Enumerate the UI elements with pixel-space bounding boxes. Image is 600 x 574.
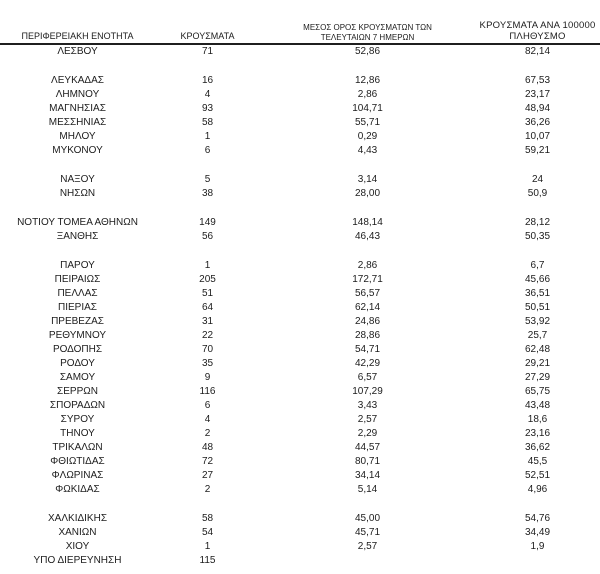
cases-cell: 54 <box>201 527 214 538</box>
table-row <box>0 343 600 357</box>
cases-cell: 205 <box>199 274 216 285</box>
table-row <box>0 301 600 315</box>
per100k-cell: 24 <box>531 174 544 185</box>
avg7-cell: 34,14 <box>354 470 381 481</box>
avg7-cell: 28,86 <box>354 330 381 341</box>
table-row <box>0 455 600 469</box>
table-row <box>0 512 600 526</box>
cases-cell: 116 <box>199 386 216 397</box>
table-row <box>0 187 600 201</box>
per100k-cell: 10,07 <box>524 131 551 142</box>
region-cell: ΡΟΔΟΥ <box>60 358 95 369</box>
region-cell: ΝΟΤΙΟΥ ΤΟΜΕΑ ΑΘΗΝΩΝ <box>17 217 138 228</box>
header-avg7-line1: ΜΕΣΟΣ ΟΡΟΣ ΚΡΟΥΣΜΑΤΩΝ ΤΩΝ <box>303 23 432 33</box>
region-cell: ΣΥΡΟΥ <box>60 414 95 425</box>
section-spacer <box>0 158 600 173</box>
avg7-cell: 2,57 <box>357 414 378 425</box>
region-cell: ΛΗΜΝΟΥ <box>55 89 100 100</box>
header-region <box>0 31 155 42</box>
region-cell: ΠΑΡΟΥ <box>60 260 95 271</box>
cases-cell: 6 <box>204 145 211 156</box>
cases-cell: 2 <box>204 428 211 439</box>
section-spacer <box>0 497 600 512</box>
region-cell: ΠΕΛΛΑΣ <box>57 288 98 299</box>
region-cell: ΥΠΟ ΔΙΕΡΕΥΝΗΣΗ <box>33 555 122 566</box>
table-row <box>0 144 600 158</box>
cases-cell: 22 <box>201 330 214 341</box>
table-row <box>0 315 600 329</box>
header-region-label: ΠΕΡΙΦΕΡΕΙΑΚΗ ΕΝΟΤΗΤΑ <box>21 31 134 42</box>
table-row <box>0 371 600 385</box>
avg7-cell: 28,00 <box>354 188 381 199</box>
avg7-cell: 45,00 <box>354 513 381 524</box>
cases-cell: 93 <box>201 103 214 114</box>
avg7-cell: 45,71 <box>354 527 381 538</box>
region-cell: ΧΑΝΙΩΝ <box>58 527 97 538</box>
per100k-cell: 45,5 <box>527 456 548 467</box>
avg7-cell: 52,86 <box>354 46 381 57</box>
region-cell: ΦΘΙΩΤΙΔΑΣ <box>50 456 105 467</box>
region-cell: ΦΩΚΙΔΑΣ <box>55 484 100 495</box>
cases-cell: 31 <box>201 316 214 327</box>
per100k-cell: 23,17 <box>524 89 551 100</box>
region-cell: ΠΙΕΡΙΑΣ <box>58 302 97 313</box>
avg7-cell: 56,57 <box>354 288 381 299</box>
avg7-cell: 5,14 <box>357 484 378 495</box>
avg7-cell: 2,86 <box>357 89 378 100</box>
header-per100k-line2: ΠΛΗΘΥΣΜΟ <box>509 30 566 42</box>
header-avg7-line2: ΤΕΛΕΥΤΑΙΩΝ 7 ΗΜΕΡΩΝ <box>320 32 415 42</box>
per100k-cell: 50,35 <box>524 231 551 242</box>
region-cell: ΤΗΝΟΥ <box>60 428 95 439</box>
per100k-cell: 28,12 <box>524 217 551 228</box>
per100k-cell: 1,9 <box>530 541 545 552</box>
per100k-cell: 43,48 <box>524 400 551 411</box>
region-cell: ΤΡΙΚΑΛΩΝ <box>52 442 103 453</box>
avg7-cell <box>260 554 475 568</box>
avg7-cell: 148,14 <box>352 217 383 228</box>
per100k-cell: 50,51 <box>524 302 551 313</box>
cases-cell: 16 <box>201 75 214 86</box>
avg7-cell: 2,57 <box>357 541 378 552</box>
table-header <box>0 0 600 43</box>
cases-cell: 70 <box>201 344 214 355</box>
per100k-cell: 82,14 <box>524 46 551 57</box>
region-cell: ΠΕΙΡΑΙΩΣ <box>54 274 101 285</box>
region-cell: ΡΟΔΟΠΗΣ <box>52 344 103 355</box>
cases-cell: 27 <box>201 470 214 481</box>
avg7-cell: 107,29 <box>352 386 383 397</box>
region-cell: ΣΑΜΟΥ <box>59 372 96 383</box>
avg7-cell: 172,71 <box>352 274 383 285</box>
table-row <box>0 102 600 116</box>
avg7-cell: 80,71 <box>354 456 381 467</box>
avg7-cell: 46,43 <box>354 231 381 242</box>
region-cell: ΜΥΚΟΝΟΥ <box>52 145 103 156</box>
per100k-cell: 65,75 <box>524 386 551 397</box>
region-cell: ΜΕΣΣΗΝΙΑΣ <box>48 117 107 128</box>
per100k-cell: 36,62 <box>524 442 551 453</box>
table-row <box>0 357 600 371</box>
table-row <box>0 230 600 244</box>
cases-cell: 2 <box>204 484 211 495</box>
avg7-cell: 24,86 <box>354 316 381 327</box>
avg7-cell: 12,86 <box>354 75 381 86</box>
table-row <box>0 413 600 427</box>
per100k-cell: 36,51 <box>524 288 551 299</box>
cases-cell: 1 <box>204 260 211 271</box>
table-row <box>0 273 600 287</box>
section-spacer <box>0 59 600 74</box>
region-cell: ΣΠΟΡΑΔΩΝ <box>49 400 106 411</box>
table-row <box>0 216 600 230</box>
cases-cell: 58 <box>201 117 214 128</box>
section-spacer <box>0 201 600 216</box>
region-cell: ΦΛΩΡΙΝΑΣ <box>51 470 104 481</box>
table-row <box>0 526 600 540</box>
header-cases-label: ΚΡΟΥΣΜΑΤΑ <box>180 31 235 42</box>
table-row <box>0 45 600 59</box>
avg7-cell: 62,14 <box>354 302 381 313</box>
header-per100k <box>475 20 600 42</box>
region-cell: ΞΑΝΘΗΣ <box>56 231 99 242</box>
table-row <box>0 399 600 413</box>
avg7-cell: 42,29 <box>354 358 381 369</box>
cases-cell: 5 <box>204 174 211 185</box>
per100k-cell: 50,9 <box>527 188 548 199</box>
cases-cell: 149 <box>199 217 216 228</box>
cases-cell: 51 <box>201 288 214 299</box>
table-row <box>0 483 600 497</box>
region-cell: ΛΕΣΒΟΥ <box>57 46 98 57</box>
header-cases <box>155 31 260 42</box>
per100k-cell: 25,7 <box>527 330 548 341</box>
table-row <box>0 554 600 568</box>
table-row <box>0 441 600 455</box>
per100k-cell: 45,66 <box>524 274 551 285</box>
per100k-cell: 59,21 <box>524 145 551 156</box>
avg7-cell: 3,43 <box>357 400 378 411</box>
cases-cell: 71 <box>201 46 214 57</box>
cases-cell: 35 <box>201 358 214 369</box>
table-row <box>0 88 600 102</box>
table-row <box>0 74 600 88</box>
cases-cell: 115 <box>199 555 216 566</box>
cases-cell: 6 <box>204 400 211 411</box>
region-cell: ΜΑΓΝΗΣΙΑΣ <box>49 103 106 114</box>
per100k-cell: 53,92 <box>524 316 551 327</box>
table-row <box>0 130 600 144</box>
avg7-cell: 3,14 <box>357 174 378 185</box>
per100k-cell: 62,48 <box>524 344 551 355</box>
region-cell: ΜΗΛΟΥ <box>59 131 96 142</box>
table-row <box>0 427 600 441</box>
cases-cell: 48 <box>201 442 214 453</box>
per100k-cell: 48,94 <box>524 103 551 114</box>
avg7-cell: 54,71 <box>354 344 381 355</box>
table-row <box>0 385 600 399</box>
avg7-cell: 0,29 <box>357 131 378 142</box>
avg7-cell: 55,71 <box>354 117 381 128</box>
cases-cell: 1 <box>204 541 211 552</box>
avg7-cell: 104,71 <box>352 103 383 114</box>
avg7-cell: 2,29 <box>357 428 378 439</box>
region-cell: ΧΑΛΚΙΔΙΚΗΣ <box>48 513 107 524</box>
header-per100k-line1: ΚΡΟΥΣΜΑΤΑ ΑΝΑ 100000 <box>479 19 596 31</box>
table-row <box>0 540 600 554</box>
region-cell: ΝΑΞΟΥ <box>60 174 95 185</box>
table-row <box>0 469 600 483</box>
per100k-cell: 29,21 <box>524 358 551 369</box>
avg7-cell: 2,86 <box>357 260 378 271</box>
per100k-cell: 36,26 <box>524 117 551 128</box>
avg7-cell: 6,57 <box>357 372 378 383</box>
region-cell: ΡΕΘΥΜΝΟΥ <box>48 330 107 341</box>
region-cell: ΛΕΥΚΑΔΑΣ <box>51 75 104 86</box>
region-cell: ΠΡΕΒΕΖΑΣ <box>51 316 104 327</box>
per100k-cell: 34,49 <box>524 527 551 538</box>
table-row <box>0 173 600 187</box>
avg7-cell: 4,43 <box>357 145 378 156</box>
cases-cell: 56 <box>201 231 214 242</box>
region-cell: ΝΗΣΩΝ <box>59 188 96 199</box>
section-spacer <box>0 244 600 259</box>
per100k-cell: 52,51 <box>524 470 551 481</box>
per100k-cell: 23,16 <box>524 428 551 439</box>
per100k-cell: 6,7 <box>530 260 545 271</box>
per100k-cell: 18,6 <box>527 414 548 425</box>
cases-cell: 58 <box>201 513 214 524</box>
table-row <box>0 329 600 343</box>
per100k-cell: 4,96 <box>527 484 548 495</box>
table-body <box>0 45 600 568</box>
cases-cell: 4 <box>204 89 211 100</box>
table-row <box>0 116 600 130</box>
cases-cell: 4 <box>204 414 211 425</box>
per100k-cell: 27,29 <box>524 372 551 383</box>
per100k-cell: 67,53 <box>524 75 551 86</box>
avg7-cell: 44,57 <box>354 442 381 453</box>
region-cell: ΣΕΡΡΩΝ <box>57 386 98 397</box>
cases-cell: 64 <box>201 302 214 313</box>
cases-cell: 1 <box>204 131 211 142</box>
per100k-cell <box>475 554 600 568</box>
table-row <box>0 287 600 301</box>
header-avg7 <box>260 23 475 42</box>
cases-cell: 9 <box>204 372 211 383</box>
cases-cell: 38 <box>201 188 214 199</box>
per100k-cell: 54,76 <box>524 513 551 524</box>
table-row <box>0 259 600 273</box>
cases-cell: 72 <box>201 456 214 467</box>
region-cell: ΧΙΟΥ <box>65 541 90 552</box>
